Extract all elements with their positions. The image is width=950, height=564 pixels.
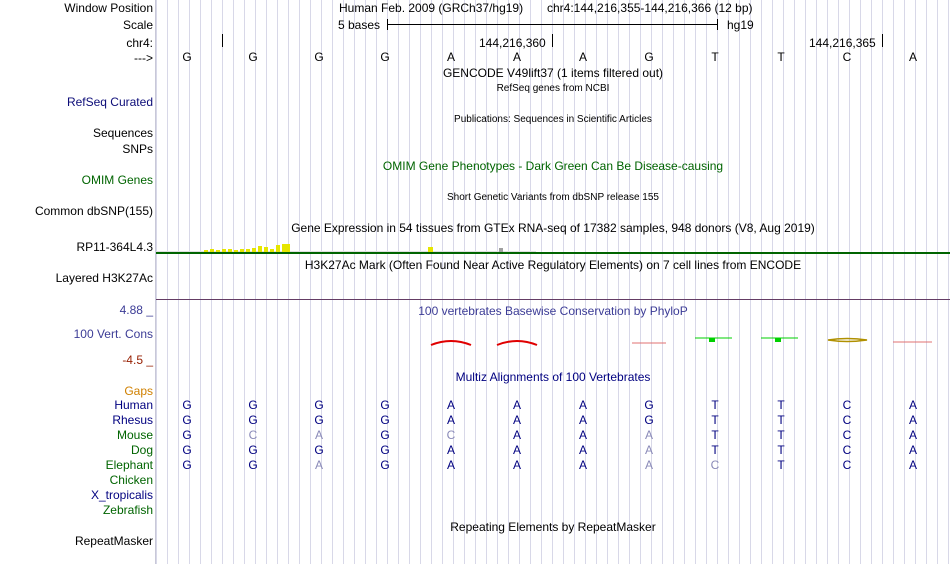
alignment-base: A xyxy=(578,443,587,457)
alignment-base: G xyxy=(248,398,258,412)
alignment-base: A xyxy=(578,458,587,472)
species-label[interactable]: Elephant xyxy=(105,458,153,472)
refseq-track-title[interactable]: RefSeq genes from NCBI xyxy=(496,83,610,94)
position-text: chr4:144,216,355-144,216,366 (12 bp) xyxy=(547,1,753,15)
alignment-base: G xyxy=(380,443,390,457)
alignment-base: T xyxy=(711,398,719,412)
sequence-base: T xyxy=(711,50,719,64)
species-label[interactable]: Mouse xyxy=(116,428,153,442)
species-label[interactable]: X_tropicalis xyxy=(90,488,153,502)
sequence-base: T xyxy=(777,50,785,64)
alignment-base: A xyxy=(512,443,521,457)
conservation-track-title[interactable]: 100 vertebrates Basewise Conservation by PhyloP xyxy=(418,304,688,318)
species-label[interactable]: Dog xyxy=(130,443,153,457)
h3k27ac-track-title[interactable]: H3K27Ac Mark (Often Found Near Active Regulatory Elements) on 7 cell lines from ENCODE xyxy=(304,258,802,272)
alignment-base: G xyxy=(182,398,192,412)
alignment-base: A xyxy=(578,413,587,427)
h3k27ac-signal-line xyxy=(156,299,950,300)
alignment-base: G xyxy=(182,458,192,472)
dbsnp-track-title[interactable]: Short Genetic Variants from dbSNP release 155 xyxy=(447,192,659,203)
sequence-base: A xyxy=(446,50,455,64)
species-label[interactable]: Chicken xyxy=(109,473,153,487)
alignment-base: A xyxy=(512,398,521,412)
alignment-base: T xyxy=(711,443,719,457)
alignment-base: A xyxy=(908,413,917,427)
alignment-base: T xyxy=(711,428,719,442)
alignment-base: G xyxy=(644,398,654,412)
gtex-track-label[interactable]: RP11-364L4.3 xyxy=(76,240,153,254)
snps-track-label[interactable]: SNPs xyxy=(122,142,153,156)
repeatmasker-track-label[interactable]: RepeatMasker xyxy=(74,534,153,548)
alignment-base: A xyxy=(578,398,587,412)
sequence-base: C xyxy=(842,50,852,64)
ruler-position-1: 144,216,360 xyxy=(479,36,546,50)
scale-label: Scale xyxy=(122,18,153,32)
alignment-base: A xyxy=(908,398,917,412)
alignment-base: A xyxy=(446,443,455,457)
alignment-base: C xyxy=(842,398,852,412)
scale-bar-right-tick xyxy=(717,19,718,30)
alignment-base: T xyxy=(777,458,785,472)
alignment-base: A xyxy=(908,458,917,472)
alignment-base: T xyxy=(777,428,785,442)
ruler-tick xyxy=(882,34,883,47)
alignment-base: G xyxy=(314,398,324,412)
alignment-base: G xyxy=(314,443,324,457)
alignment-base: A xyxy=(512,428,521,442)
ruler-tick xyxy=(222,34,223,47)
species-label[interactable]: Rhesus xyxy=(112,413,153,427)
window-position-label: Window Position xyxy=(64,1,153,15)
conservation-max-value: 4.88 _ xyxy=(119,303,153,317)
sequence-base: G xyxy=(182,50,192,64)
alignment-base: G xyxy=(314,413,324,427)
alignment-base: A xyxy=(446,413,455,427)
alignment-base: T xyxy=(777,413,785,427)
alignment-base: G xyxy=(380,413,390,427)
alignment-base: G xyxy=(644,413,654,427)
alignment-base: T xyxy=(711,413,719,427)
alignment-base: T xyxy=(777,443,785,457)
conservation-track-label[interactable]: 100 Vert. Cons xyxy=(73,327,153,341)
alignment-base: C xyxy=(446,428,456,442)
alignment-base: A xyxy=(314,428,323,442)
sequence-base: G xyxy=(380,50,390,64)
sequence-base: A xyxy=(578,50,587,64)
alignment-base: A xyxy=(314,458,323,472)
h3k27ac-track-label[interactable]: Layered H3K27Ac xyxy=(55,271,153,285)
refseq-track-label[interactable]: RefSeq Curated xyxy=(66,95,153,109)
ruler-position-2: 144,216,365 xyxy=(809,36,876,50)
conservation-plot[interactable] xyxy=(156,328,950,352)
assembly-text: Human Feb. 2009 (GRCh37/hg19) xyxy=(339,1,524,15)
alignment-base: A xyxy=(446,458,455,472)
alignment-base: A xyxy=(908,428,917,442)
conservation-min-value: -4.5 _ xyxy=(122,353,153,367)
omim-track-title[interactable]: OMIM Gene Phenotypes - Dark Green Can Be Disease-causing xyxy=(382,159,724,173)
sequence-base: A xyxy=(908,50,917,64)
alignment-base: C xyxy=(842,458,852,472)
gencode-track-title[interactable]: GENCODE V49lift37 (1 items filtered out) xyxy=(442,66,664,80)
alignment-base: G xyxy=(248,458,258,472)
alignment-base: T xyxy=(777,398,785,412)
alignment-base: G xyxy=(380,428,390,442)
ruler-tick xyxy=(552,34,553,47)
species-label[interactable]: Human xyxy=(114,398,153,412)
alignment-base: A xyxy=(644,443,653,457)
multiz-track-title[interactable]: Multiz Alignments of 100 Vertebrates xyxy=(455,370,651,384)
alignment-base: C xyxy=(842,443,852,457)
alignment-base: A xyxy=(512,458,521,472)
alignment-base: C xyxy=(842,413,852,427)
alignment-base: G xyxy=(182,413,192,427)
sequence-base: G xyxy=(314,50,324,64)
alignment-base: G xyxy=(380,458,390,472)
alignment-base: G xyxy=(182,428,192,442)
alignment-base: G xyxy=(248,413,258,427)
alignment-base: A xyxy=(644,428,653,442)
alignment-base: A xyxy=(446,398,455,412)
sequence-base: G xyxy=(248,50,258,64)
strand-label: ---> xyxy=(134,51,153,65)
sequences-track-label[interactable]: Sequences xyxy=(92,126,153,140)
chrom-label: chr4: xyxy=(126,36,153,50)
dbsnp-track-label[interactable]: Common dbSNP(155) xyxy=(34,204,153,218)
scale-db-text: hg19 xyxy=(727,18,754,32)
gtex-track-title[interactable]: Gene Expression in 54 tissues from GTEx RNA-seq of 17382 samples, 948 donors (V8, Aug 2019) xyxy=(291,221,815,235)
alignment-base: C xyxy=(710,458,720,472)
scale-bases-text: 5 bases xyxy=(338,18,381,32)
gtex-track-baseline xyxy=(156,252,950,254)
alignment-base: C xyxy=(248,428,258,442)
alignment-base: C xyxy=(842,428,852,442)
alignment-base: A xyxy=(644,458,653,472)
alignment-base: G xyxy=(248,443,258,457)
alignment-base: A xyxy=(908,443,917,457)
scale-bar xyxy=(387,24,718,25)
alignment-base: A xyxy=(512,413,521,427)
sequence-base: A xyxy=(512,50,521,64)
publications-track-title[interactable]: Publications: Sequences in Scientific Articles xyxy=(454,114,652,125)
sequence-base: G xyxy=(644,50,654,64)
alignment-base: A xyxy=(578,428,587,442)
alignment-base: G xyxy=(380,398,390,412)
omim-track-label[interactable]: OMIM Genes xyxy=(81,173,153,187)
repeatmasker-track-title[interactable]: Repeating Elements by RepeatMasker xyxy=(450,520,656,534)
species-label[interactable]: Zebrafish xyxy=(102,503,153,517)
gaps-track-label[interactable]: Gaps xyxy=(124,384,153,398)
alignment-base: G xyxy=(182,443,192,457)
